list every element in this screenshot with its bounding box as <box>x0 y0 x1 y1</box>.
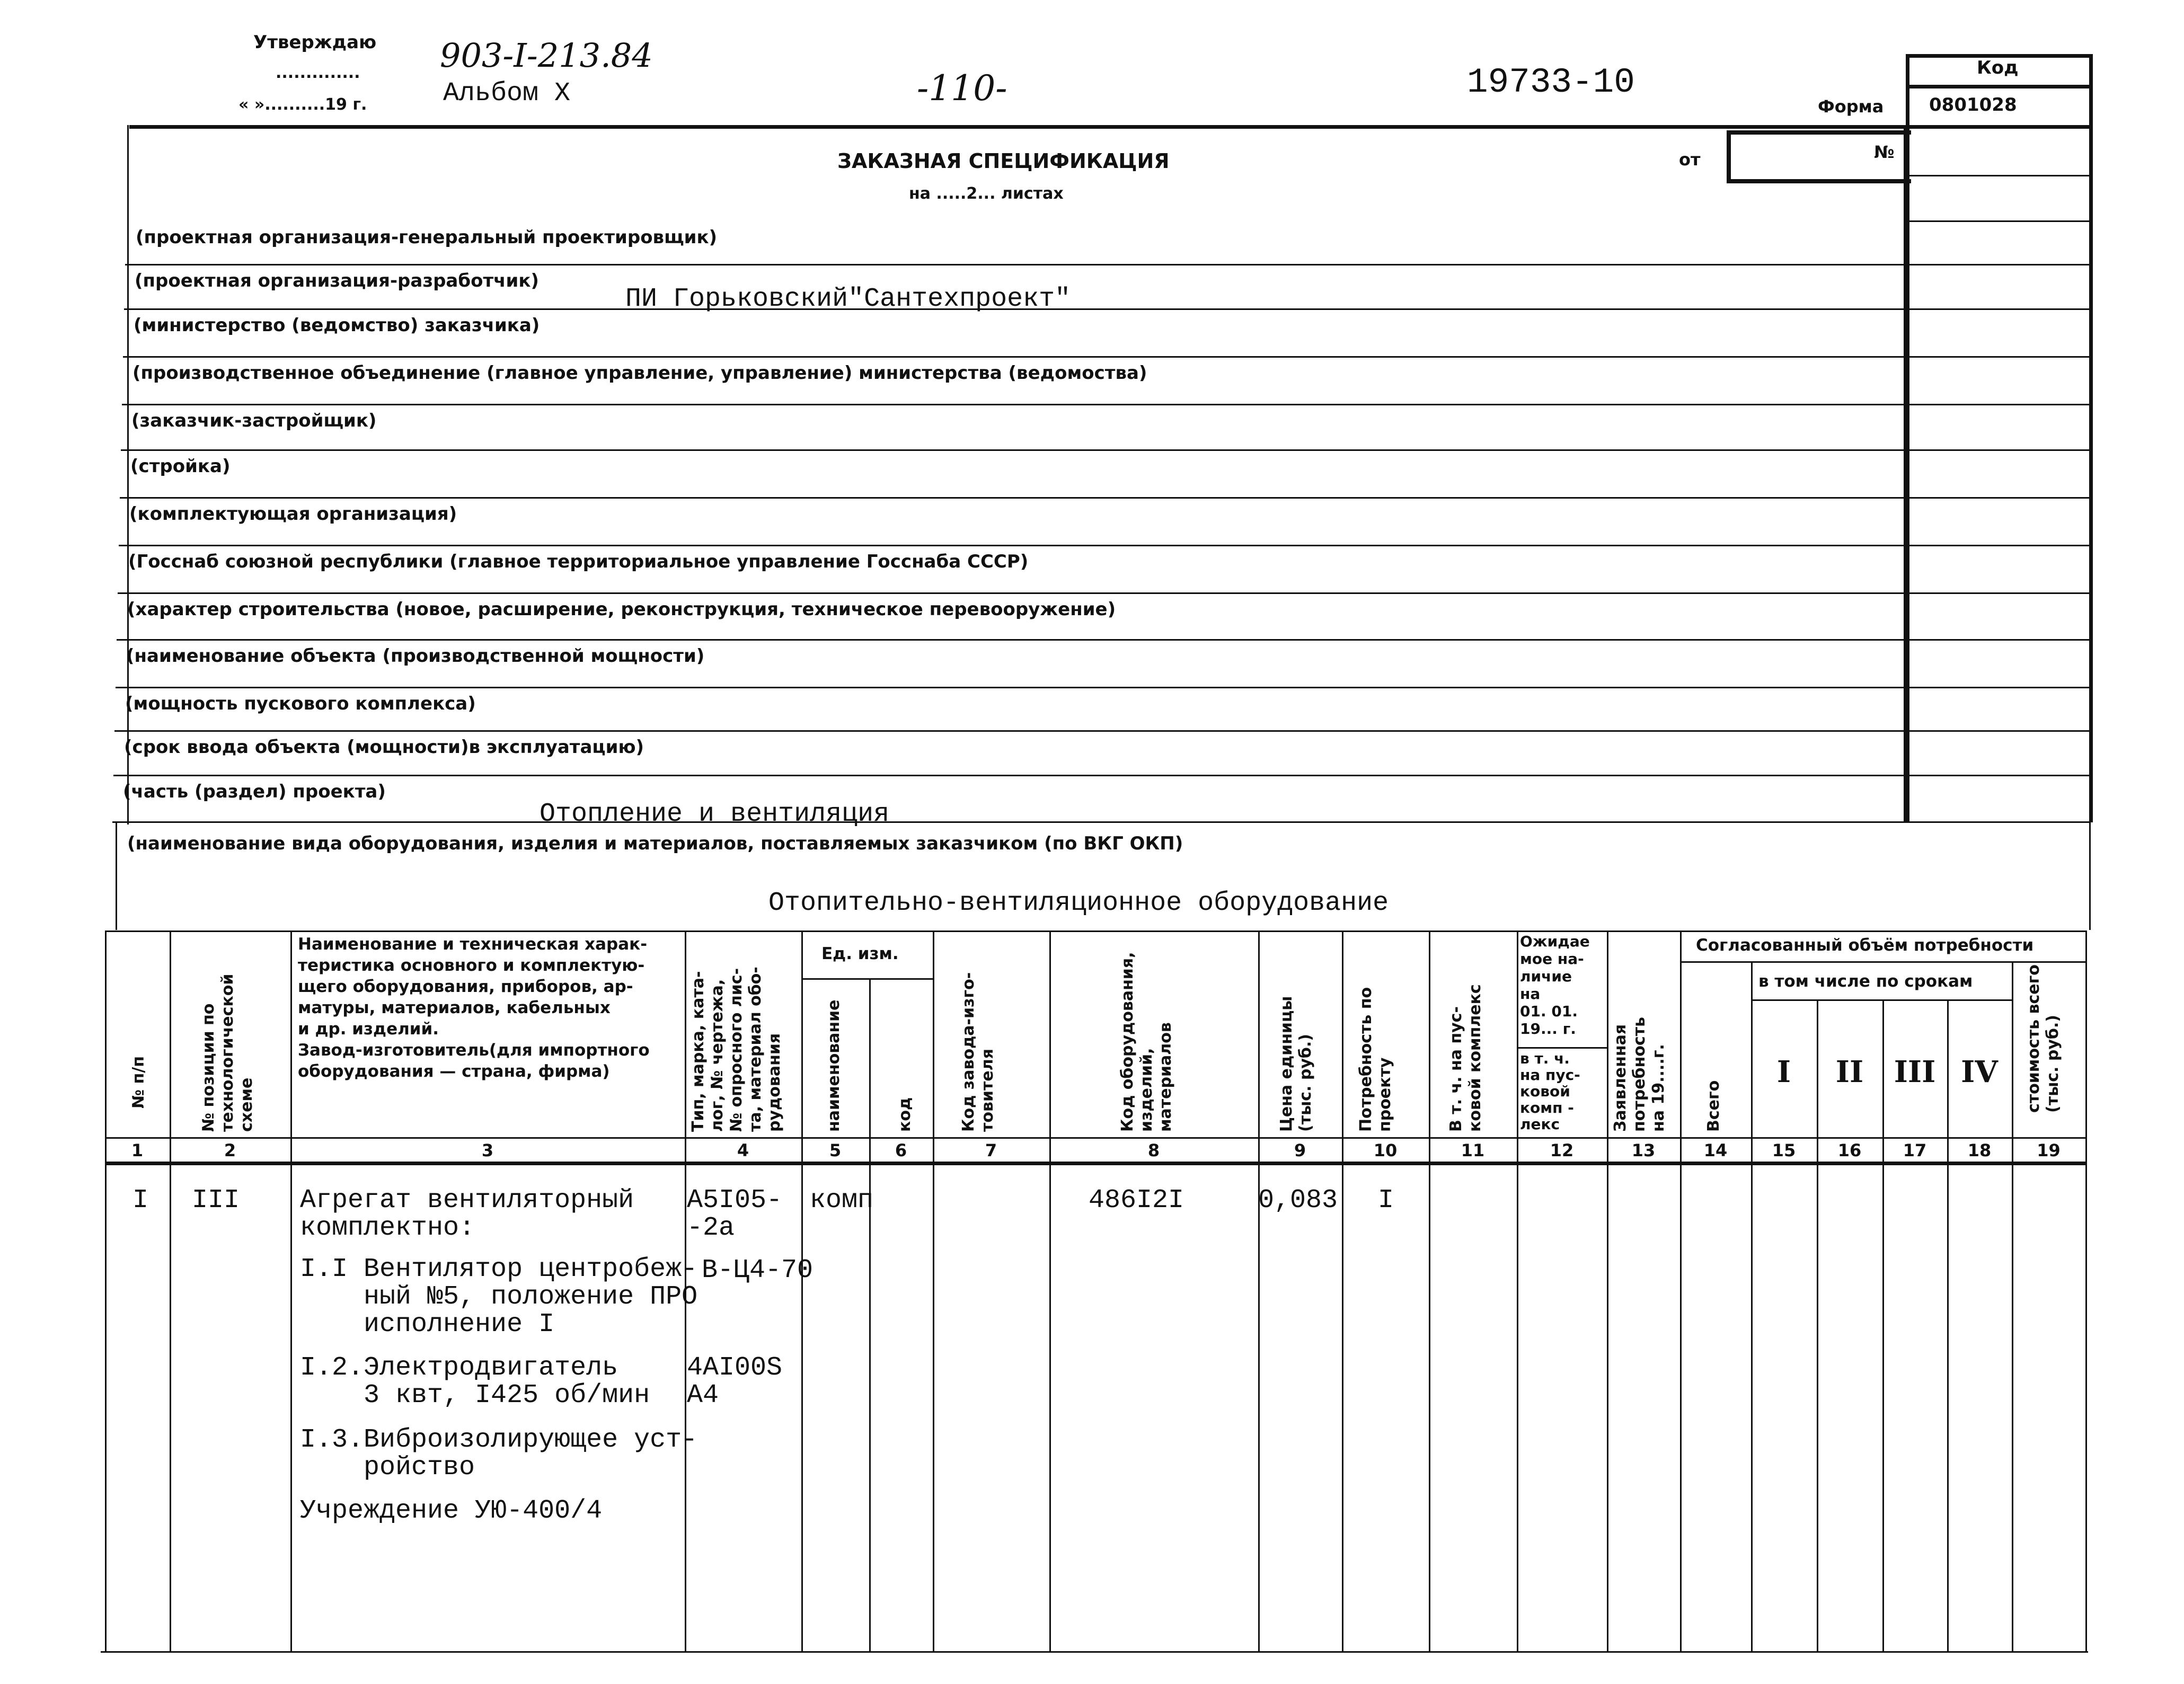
field-label: (часть (раздел) проекта) <box>123 781 386 802</box>
code-row-divider <box>1906 308 2090 310</box>
page-number: -110- <box>917 68 1007 109</box>
field-divider <box>119 545 1906 546</box>
column-divider <box>801 930 803 1651</box>
column-divider <box>2085 930 2087 1651</box>
column-number: 8 <box>1147 1140 1160 1160</box>
field-label: (срок ввода объекта (мощности)в эксплуатацию) <box>124 737 644 758</box>
row-name-line: исполнение I <box>300 1309 555 1340</box>
header-line: теристика основного и комплектую- <box>298 956 645 975</box>
header-line: щего оборудования, приборов, ар- <box>298 977 633 996</box>
column-number: 11 <box>1461 1140 1485 1160</box>
column-number: 2 <box>224 1140 236 1160</box>
terms-header: в том числе по срокам <box>1758 972 1973 991</box>
header-bottom <box>105 1137 2087 1139</box>
column-header <box>1277 996 1315 1132</box>
field-label: (наименование объекта (производственной мощности) <box>126 645 705 667</box>
field-label: (мощность пускового комплекса) <box>125 693 476 714</box>
row-unit: комп <box>810 1185 874 1216</box>
field-divider <box>114 730 1906 732</box>
header-line: на пус- <box>1520 1066 1580 1084</box>
table-top <box>105 930 2087 932</box>
column-divider <box>1882 999 1884 1651</box>
field-label: (стройка) <box>130 456 231 477</box>
term-header: IV <box>1961 1054 1998 1089</box>
code-row-divider <box>1906 356 2090 358</box>
column-header <box>959 972 997 1132</box>
field-label: (проектная организация-разработчик) <box>135 270 539 291</box>
row-name-line: I.3.Виброизолирующее уст- <box>300 1425 698 1455</box>
column-number: 12 <box>1550 1140 1574 1160</box>
column-header: код <box>896 1097 914 1132</box>
header-line: Тип, марка, ката- <box>689 971 708 1132</box>
row-name-line: 3 квт, I425 об/мин <box>300 1380 650 1411</box>
column-divider <box>2012 961 2013 1651</box>
form-label: Форма <box>1818 96 1884 117</box>
approval-date: « »..........19 г. <box>238 95 367 114</box>
header-line: изделий, <box>1137 1048 1156 1132</box>
from-label: от <box>1679 149 1701 170</box>
header-line: на 19....г. <box>1649 1044 1668 1132</box>
code-row-divider <box>1906 821 2090 823</box>
row-price: 0,083 <box>1258 1185 1338 1216</box>
row-number: I <box>132 1185 149 1216</box>
row-name-line: I.2.Электродвигатель <box>300 1353 618 1383</box>
header-line: та, материал обо- <box>746 967 765 1132</box>
field-label: (характер строительства (новое, расширение, реконструкция, техническое перевооружение) <box>127 599 1116 620</box>
field-divider <box>113 775 1906 776</box>
field-right-border <box>1904 125 1907 822</box>
column-number: 3 <box>481 1140 494 1160</box>
row-type-line: -2а <box>687 1213 735 1243</box>
row-name-line: Агрегат вентиляторный <box>300 1185 634 1216</box>
field-divider <box>112 821 2080 823</box>
field-value: Отопление и вентиляция <box>540 799 890 829</box>
row-name-line: I.I Вентилятор центробеж- <box>300 1254 698 1284</box>
code-row-divider <box>1906 220 2090 222</box>
column-divider <box>290 930 292 1651</box>
header-line: комп - <box>1520 1099 1574 1116</box>
column-divider <box>1680 930 1682 1651</box>
agreed-subline <box>1680 961 2087 963</box>
header-line: ковой <box>1520 1083 1570 1100</box>
column-divider <box>1517 930 1518 1651</box>
row-name-line: комплектно: <box>300 1213 475 1243</box>
header-line: стоимость всего <box>2024 964 2043 1113</box>
equipment-type-label: (наименование вида оборудования, изделия и материалов, поставляемых заказчиком (по ВКГ ОКП) <box>127 833 1183 854</box>
column-divider <box>170 930 171 1651</box>
row-type-line: А5I05- <box>687 1185 783 1216</box>
numbers-bottom <box>105 1162 2087 1165</box>
spec-title: ЗАКАЗНАЯ СПЕЦИФИКАЦИЯ <box>837 149 1170 173</box>
field-label: (Госснаб союзной республики (главное территориальное управление Госснаба СССР) <box>128 551 1029 572</box>
column-header: № позиции по технологической схеме <box>199 973 256 1132</box>
field-divider <box>117 639 1906 641</box>
code-row-divider <box>1906 730 2090 732</box>
code-row-divider <box>1906 404 2090 405</box>
column-divider <box>1258 930 1260 1651</box>
header-line: ковой комплекс <box>1466 984 1484 1132</box>
column-number: 19 <box>2037 1140 2061 1160</box>
column-header: № п/п <box>129 1056 148 1109</box>
column-header <box>1118 952 1175 1132</box>
header-line: лекс <box>1520 1115 1560 1133</box>
column-header <box>1611 1017 1668 1132</box>
field-label: (проектная организация-генеральный проектировщик) <box>136 227 718 248</box>
column-number: 5 <box>829 1140 842 1160</box>
header-line: рудования <box>765 1033 784 1132</box>
header-line: на <box>1520 985 1541 1003</box>
agreed-header: Согласованный объём потребности <box>1696 936 2034 955</box>
code-row-divider <box>1906 775 2090 776</box>
header-line: оборудования — страна, фирма) <box>298 1062 610 1081</box>
number-label: № <box>1874 142 1895 162</box>
code-label: Код <box>1977 57 2019 78</box>
header-line: проекту <box>1376 1057 1394 1132</box>
field-divider <box>121 449 1906 451</box>
column-divider <box>1342 930 1343 1651</box>
header-line: личие <box>1520 968 1572 985</box>
row-position: III <box>192 1185 240 1216</box>
project-number: 903-I-213.84 <box>440 36 653 75</box>
header-line: матуры, материалов, кабельных <box>298 998 611 1017</box>
header-line: Ожидае <box>1520 933 1590 950</box>
term-header: I <box>1776 1054 1791 1089</box>
row-name-line: Учреждение УЮ-400/4 <box>300 1496 603 1526</box>
field-divider <box>123 356 1906 358</box>
field-divider <box>124 308 1906 310</box>
code-row-divider <box>1906 545 2090 546</box>
column-divider <box>1817 999 1818 1651</box>
header-line: в т. ч. <box>1520 1050 1570 1067</box>
header-line: Код оборудования, <box>1118 952 1137 1132</box>
header-line: лог, № чертежа, <box>708 979 727 1132</box>
album-label: Альбом X <box>443 78 571 109</box>
row-type-line: А4 <box>687 1380 719 1411</box>
column-number: 16 <box>1837 1140 1862 1160</box>
row-name-line: ный №5, положение ПРО <box>300 1282 698 1312</box>
header-line: и др. изделий. <box>298 1020 439 1039</box>
column-number: 6 <box>895 1140 907 1160</box>
row-name-line: ройство <box>300 1452 475 1483</box>
column-divider <box>1049 930 1051 1651</box>
header-line: (тыс. руб.) <box>1296 1034 1315 1132</box>
column-number: 1 <box>131 1140 144 1160</box>
field-divider <box>118 592 1906 594</box>
column-header: наименование <box>825 999 843 1132</box>
row-need: I <box>1378 1185 1394 1216</box>
column-divider <box>105 930 107 1651</box>
column-divider <box>933 930 934 1651</box>
field-label: (комплектующая организация) <box>129 503 457 525</box>
column-number: 9 <box>1294 1140 1306 1160</box>
term-header: II <box>1835 1054 1864 1089</box>
header-line: Код завода-изго- <box>959 972 978 1132</box>
column-divider <box>869 978 871 1651</box>
column-header <box>1357 987 1395 1132</box>
field-label: (министерство (ведомство) заказчика) <box>134 315 540 336</box>
field-label: (заказчик-застройщик) <box>131 410 377 431</box>
field-label: (производственное объединение (главное управление, управление) министерства (ведомоства) <box>132 362 1147 384</box>
code-row-divider <box>1906 264 2090 265</box>
code-row-divider <box>1906 687 2090 688</box>
column-header <box>1447 984 1485 1132</box>
field-divider <box>116 687 1906 688</box>
field-divider <box>120 497 1906 499</box>
code-row-divider <box>1906 497 2090 499</box>
column-number: 4 <box>737 1140 749 1160</box>
equipment-type-value: Отопительно-вентиляционное оборудование <box>768 888 1389 918</box>
column-number: 7 <box>985 1140 997 1160</box>
column-divider <box>1947 999 1949 1651</box>
column-divider <box>1607 930 1608 1651</box>
column-header <box>689 967 784 1132</box>
document-number: 19733-10 <box>1467 63 1635 102</box>
c12b-header <box>1520 1050 1580 1132</box>
code-row-divider <box>1906 175 2090 176</box>
header-line: материалов <box>1156 1022 1175 1132</box>
header-line: 19... г. <box>1520 1020 1576 1038</box>
header-line: мое на- <box>1520 950 1584 968</box>
column-number: 14 <box>1703 1140 1728 1160</box>
row-type-line: В-Ц4-70 <box>702 1255 814 1286</box>
unit-subline <box>801 978 933 980</box>
right-border <box>2089 821 2091 930</box>
field-divider <box>122 404 1906 405</box>
column-header: Всего <box>1704 1080 1723 1132</box>
header-line: Завод-изготовитель(для импортного <box>298 1041 650 1060</box>
column-number: 18 <box>1967 1140 1992 1160</box>
header-line: Цена единицы <box>1277 996 1296 1132</box>
approval-dots: .............. <box>276 64 360 82</box>
unit-header: Ед. изм. <box>821 944 899 963</box>
code-row-divider <box>1906 449 2090 451</box>
c12-subline <box>1517 1047 1607 1049</box>
header-line: В т. ч. на пус- <box>1447 1006 1465 1132</box>
column-header <box>2024 964 2063 1113</box>
field-value: ПИ Горьковский"Сантехпроект" <box>625 284 1071 314</box>
term-header: III <box>1894 1054 1936 1089</box>
column-divider <box>1429 930 1430 1651</box>
row-type-line: 4АI00S <box>687 1353 783 1383</box>
table-bottom <box>101 1651 2088 1653</box>
header-line: Наименование и техническая харак- <box>298 935 648 954</box>
column-header-name <box>298 934 650 1082</box>
header-line: 01. 01. <box>1520 1003 1578 1020</box>
c12-header <box>1520 933 1590 1038</box>
column-number: 17 <box>1903 1140 1927 1160</box>
code-row-divider <box>1906 639 2090 641</box>
header-line: (тыс. руб.) <box>2044 1015 2062 1113</box>
column-number: 10 <box>1373 1140 1398 1160</box>
form-code: 0801028 <box>1929 94 2017 116</box>
header-line: Заявленная <box>1611 1024 1630 1132</box>
column-number: 13 <box>1631 1140 1656 1160</box>
code-row-divider <box>1906 592 2090 594</box>
header-line: потребность <box>1630 1017 1649 1132</box>
header-line: № опросного лис- <box>727 968 746 1132</box>
approval-label: Утверждаю <box>253 32 377 53</box>
terms-subline <box>1751 999 2012 1001</box>
column-number: 15 <box>1772 1140 1796 1160</box>
row-equipment-code: 486I2I <box>1089 1185 1184 1216</box>
header-line: товителя <box>978 1049 997 1132</box>
field-divider <box>125 264 1906 265</box>
header-line: Потребность по <box>1357 987 1375 1132</box>
sheets-count: на .....2... листах <box>909 184 1064 203</box>
